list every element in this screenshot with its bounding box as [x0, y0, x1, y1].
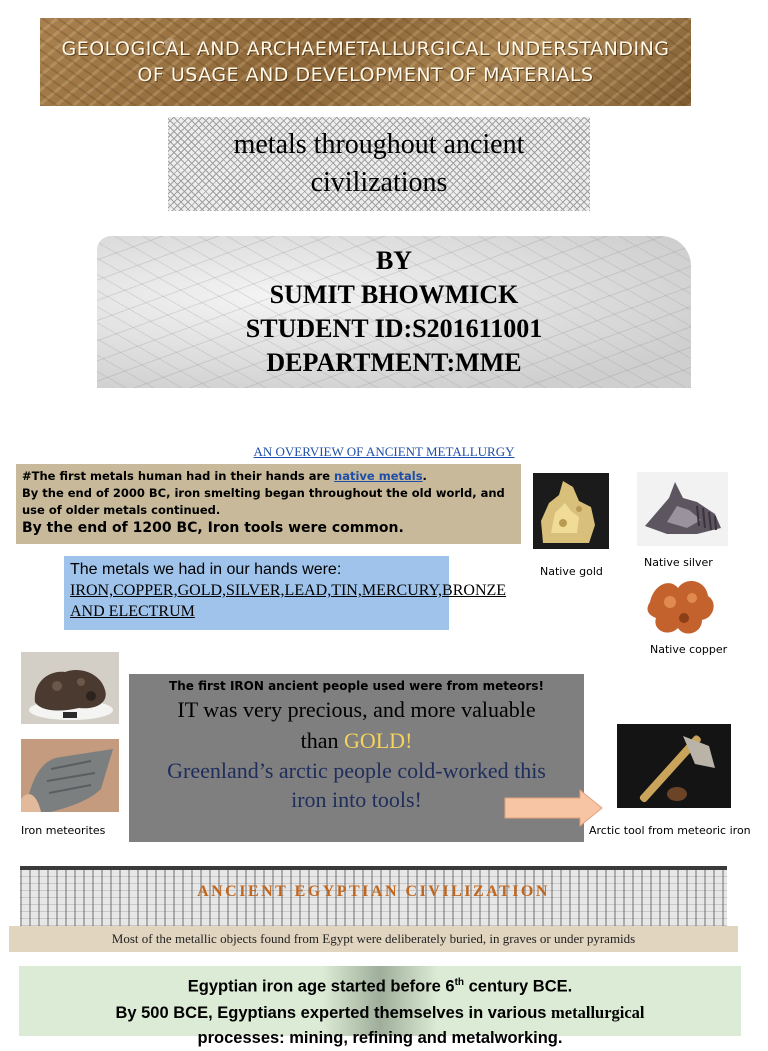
iron-box-line-3: Greenland’s arctic people cold-worked this: [167, 758, 546, 783]
iron-box-heading: The first IRON ancient people used were from meteors!: [169, 679, 544, 693]
intro-line-1-prefix: #The first metals human had in their hands are: [22, 469, 335, 483]
arctic-tool-image: [617, 724, 731, 808]
iron-box-gold-word: GOLD!: [343, 728, 413, 753]
iron-meteorite-image-2: [21, 739, 119, 812]
author-name: SUMIT BHOWMICK: [269, 280, 519, 309]
native-silver-caption: Native silver: [644, 556, 713, 569]
iron-meteorite-image-1: [21, 652, 119, 724]
metals-box: [64, 556, 507, 630]
author-department: DEPARTMENT:MME: [266, 348, 522, 377]
intro-line-1: [22, 468, 515, 485]
intro-line-3: By the end of 1200 BC, Iron tools were common.: [22, 520, 404, 536]
egypt-line-1: [19, 970, 741, 1000]
native-copper-image: [640, 572, 720, 642]
right-arrow-icon: [504, 788, 604, 828]
author-by: BY: [375, 246, 413, 275]
egypt-note: Most of the metallic objects found from Egypt were deliberately buried, in graves or under pyramids: [9, 926, 738, 952]
egypt-line-1-suffix: century BCE.: [464, 977, 573, 996]
egypt-line-1-prefix: Egyptian iron age started before 6: [187, 977, 455, 996]
title-banner: [40, 18, 691, 106]
author-student-id: STUDENT ID:S201611001: [245, 314, 543, 343]
egypt-line-2-prefix: By 500 BCE, Egyptians experted themselves in various: [115, 1003, 552, 1022]
iron-box-line-2-prefix: than: [300, 728, 344, 753]
banner-title: GEOLOGICAL AND ARCHAEMETALLURGICAL UNDERSTANDING OF USAGE AND DEVELOPMENT OF MATERIALS: [61, 38, 670, 86]
author-box: [97, 236, 691, 388]
iron-meteorites-caption: Iron meteorites: [21, 824, 106, 837]
egypt-line-2-serif: metallurgical: [551, 1002, 645, 1022]
arctic-tool-caption: Arctic tool from meteoric iron: [589, 824, 751, 837]
native-metals-link[interactable]: native metals: [334, 469, 423, 483]
subtitle-box: [168, 117, 590, 211]
metals-list-link[interactable]: IRON,COPPER,GOLD,SILVER,LEAD,TIN,MERCURY,BRONZE AND ELECTRUM: [70, 582, 507, 620]
iron-box-line-2: [129, 725, 584, 756]
intro-line-2: By the end of 2000 BC, iron smelting began throughout the old world, and use of older metals continued.: [22, 486, 505, 517]
intro-box: [16, 464, 521, 544]
native-copper-caption: Native copper: [650, 643, 728, 656]
native-silver-image: [637, 472, 728, 546]
metals-heading: The metals we had in our hands were:: [70, 561, 342, 578]
egypt-banner-title: ANCIENT EGYPTIAN CIVILIZATION: [197, 883, 550, 900]
subtitle-text: metals throughout ancient civilizations: [233, 129, 525, 198]
egypt-banner: [20, 866, 727, 926]
egypt-line-3: processes: mining, refining and metalworking.: [197, 1028, 563, 1047]
iron-box-line-4: iron into tools!: [291, 787, 422, 812]
iron-box-line-1: IT was very precious, and more valuable: [177, 697, 536, 722]
egypt-iron-age-box: [19, 966, 741, 1047]
intro-line-1-suffix: .: [422, 469, 427, 483]
native-gold-image: [533, 473, 609, 549]
native-gold-caption: Native gold: [540, 565, 603, 578]
overview-title[interactable]: AN OVERVIEW OF ANCIENT METALLURGY: [253, 444, 515, 459]
egypt-line-2: [19, 1000, 741, 1026]
egypt-line-1-sup: th: [454, 977, 465, 988]
